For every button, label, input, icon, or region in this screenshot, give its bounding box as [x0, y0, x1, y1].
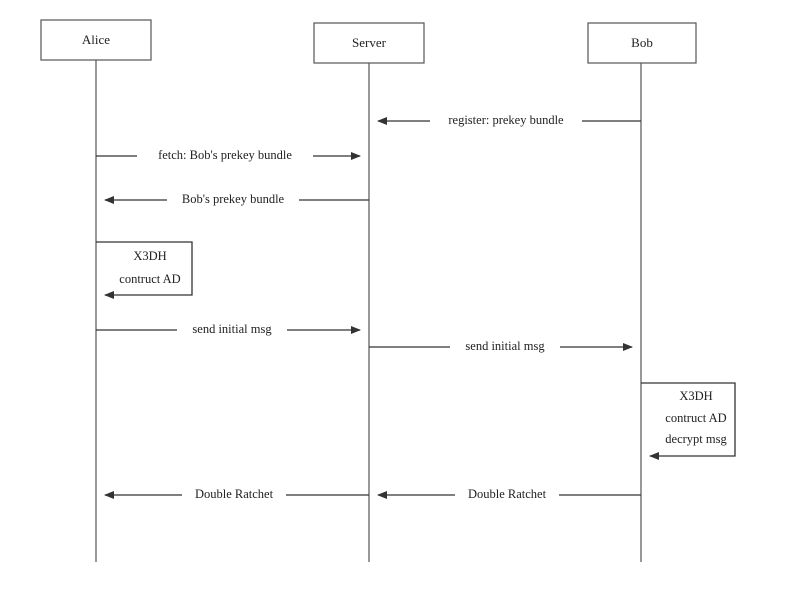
message-label-send-initial-msg-alice-server: send initial msg [192, 321, 272, 336]
message-label-bobs-prekey-bundle: Bob's prekey bundle [181, 191, 285, 206]
actor-label-alice: Alice [81, 31, 111, 47]
actor-label-bob: Bob [631, 34, 653, 50]
self-message-alice-x3dh [96, 242, 192, 295]
self-message-bob-x3dh [641, 383, 735, 456]
message-bobs-prekey-bundle [105, 192, 369, 208]
message-label-fetch-bobs-prekey-bundle: fetch: Bob's prekey bundle [158, 147, 292, 162]
message-double-ratchet-bob-server [378, 487, 641, 503]
lifelines [96, 60, 641, 562]
self-message-label-line-1: X3DH [679, 388, 713, 403]
self-message-label-line-1: X3DH [133, 248, 167, 263]
self-message-label-line-2: contruct AD [665, 410, 727, 425]
actor-server[interactable] [314, 23, 424, 63]
actor-bob[interactable] [588, 23, 696, 63]
message-send-initial-msg-server-bob [369, 339, 632, 355]
message-label-register-prekey-bundle: register: prekey bundle [448, 112, 564, 127]
message-register-prekey-bundle [378, 113, 641, 129]
self-message-label-line-2: contruct AD [119, 271, 181, 286]
message-double-ratchet-server-alice [105, 487, 369, 503]
message-send-initial-msg-alice-server [96, 322, 360, 338]
message-label-double-ratchet-server-alice: Double Ratchet [194, 486, 274, 501]
actor-label-server: Server [352, 34, 386, 50]
message-label-send-initial-msg-server-bob: send initial msg [465, 338, 545, 353]
actor-alice[interactable] [41, 20, 151, 60]
message-label-double-ratchet-bob-server: Double Ratchet [467, 486, 547, 501]
message-fetch-bobs-prekey-bundle [96, 148, 360, 164]
self-message-label-line-3: decrypt msg [665, 431, 727, 446]
